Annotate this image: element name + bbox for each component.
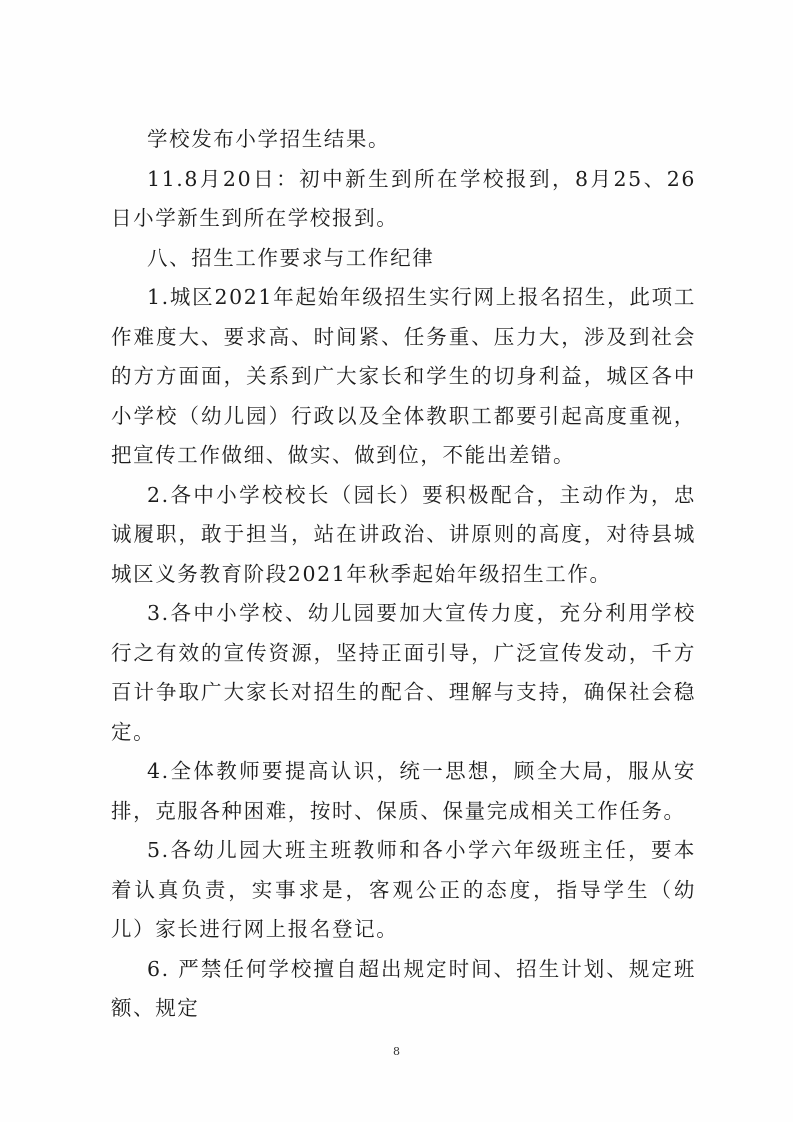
document-body (111, 120, 696, 1029)
paragraph-requirement-3: 3.各中小学校、幼儿园要加大宣传力度，充分利用学校行之有效的宣传资源，坚持正面引导，广泛宣传发动，千方百计争取广大家长对招生的配合、理解与支持，确保社会稳定。 (111, 601, 696, 744)
page-number: 8 (393, 1045, 400, 1058)
paragraph-requirement-4: 4.全体教师要提高认识，统一思想，顾全大局，服从安排，克服各种困难，按时、保质、保量完成相关工作任务。 (111, 759, 696, 823)
section-heading-8: 八、招生工作要求与工作纪律 (147, 245, 435, 270)
paragraph-item-11: 11.8月20日：初中新生到所在学校报到，8月25、26日小学新生到所在学校报到。 (111, 166, 696, 230)
paragraph-requirement-5: 5.各幼儿园大班主班教师和各小学六年级班主任，要本着认真负责，实事求是，客观公正的态度，指导学生（幼儿）家长进行网上报名登记。 (111, 838, 696, 941)
paragraph-enrollment-results: 学校发布小学招生结果。 (147, 127, 391, 151)
paragraph-requirement-2: 2.各中小学校校长（园长）要积极配合，主动作为，忠诚履职，敢于担当，站在讲政治、讲原则的高度，对待县城城区义务教育阶段2021年秋季起始年级招生工作。 (111, 482, 696, 586)
paragraph-requirement-1: 1.城区2021年起始年级招生实行网上报名招生，此项工作难度大、要求高、时间紧、任务重、压力大，涉及到社会的方方面面，关系到广大家长和学生的切身利益，城区各中小学校（幼儿园）行政以及全体教职工都要引起高度重视，把宣传工作做细、做实、做到位，不能出差错。 (111, 285, 696, 467)
paragraph-requirement-6: 6. 严禁任何学校擅自超出规定时间、招生计划、规定班额、规定 (111, 956, 696, 1020)
